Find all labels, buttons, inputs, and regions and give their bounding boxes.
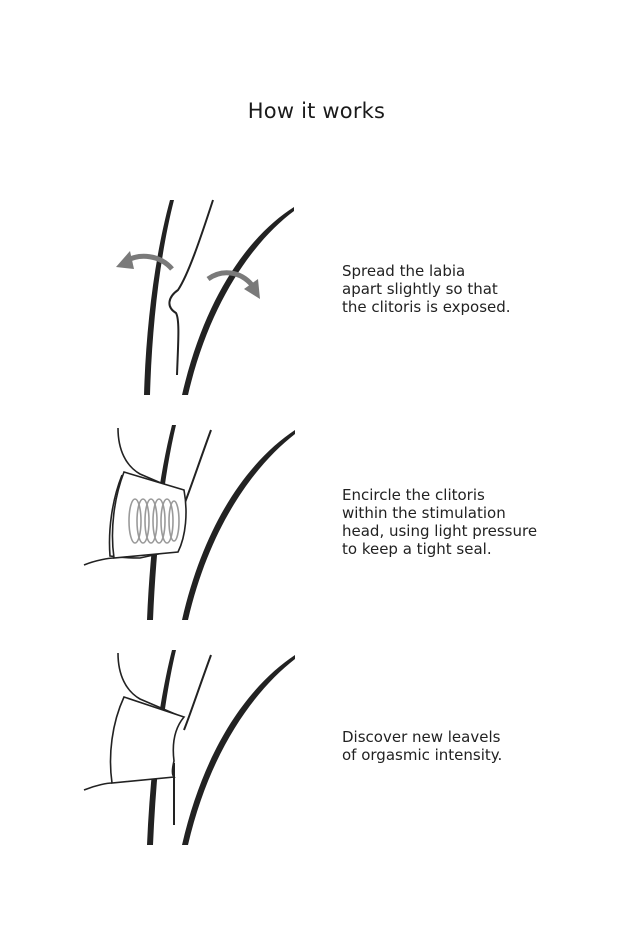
clitoris-line xyxy=(174,655,211,825)
step-2-illustration xyxy=(0,420,320,625)
step-2 xyxy=(0,420,633,625)
right-labia-shape xyxy=(182,655,295,845)
clitoris-line xyxy=(169,200,213,375)
device-handle xyxy=(84,558,114,565)
step-3-illustration xyxy=(0,645,320,850)
device-handle xyxy=(84,783,112,790)
step-1-illustration xyxy=(0,195,320,400)
left-arrowhead-icon xyxy=(116,251,134,269)
right-labia-shape xyxy=(182,430,295,620)
step-3-text: Discover new leavels of orgasmic intensity. xyxy=(342,728,503,764)
right-labia-shape xyxy=(182,207,294,395)
left-labia-shape xyxy=(144,200,174,395)
clitoris-line xyxy=(184,430,211,505)
page-title: How it works xyxy=(247,99,386,123)
device-head xyxy=(111,697,185,783)
step-1-text: Spread the labia apart slightly so that the clitoris is exposed. xyxy=(342,262,511,316)
step-1 xyxy=(0,195,633,400)
step-2-text: Encircle the clitoris within the stimulation head, using light pressure to keep a tight seal. xyxy=(342,486,538,558)
step-3 xyxy=(0,645,633,850)
